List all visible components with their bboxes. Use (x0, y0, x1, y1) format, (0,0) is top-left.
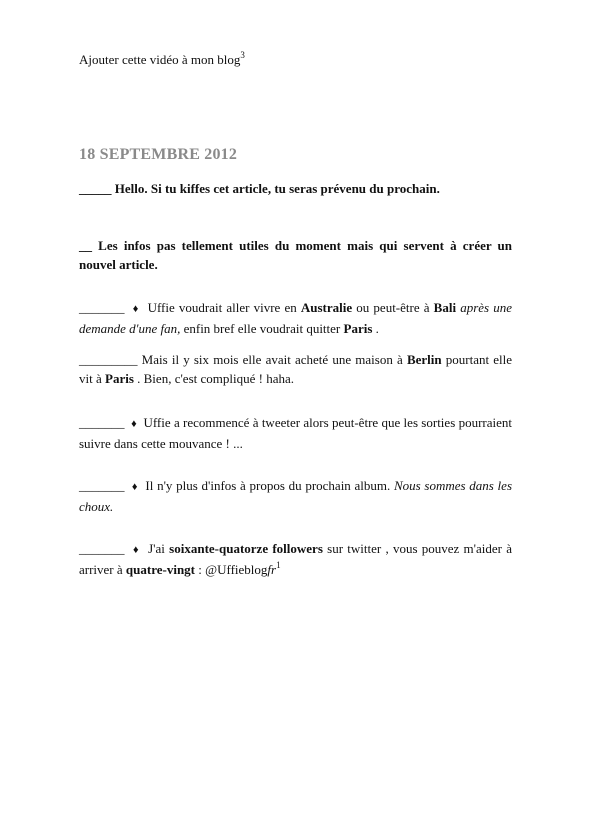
item-australie (79, 298, 512, 338)
post-date: 18 SEPTEMBRE 2012 (79, 146, 238, 163)
item-italic: après une demande d'une fan, (79, 300, 513, 336)
item-text: . Bien, c'est compliqué ! haha. (137, 371, 294, 386)
place-name: Paris (105, 371, 134, 386)
rule: _______ (79, 415, 125, 430)
item-text: Il n'y plus d'infos à propos du prochain album. (145, 478, 391, 493)
item-text: enfin bref elle voudrait quitter (183, 321, 341, 336)
footnote-ref-3: 3 (240, 50, 245, 60)
item-text: Mais il y six mois elle avait acheté une maison à (141, 352, 403, 367)
followers-count: soixante-quatorze followers (169, 541, 323, 556)
twitter-handle: : @Uffieblog (198, 562, 268, 577)
add-video-line (79, 50, 245, 69)
twitter-handle-suffix: fr (267, 562, 277, 577)
item-album (79, 476, 512, 516)
item-text: J'ai (148, 541, 165, 556)
rule: _______ (79, 478, 125, 493)
item-berlin (79, 350, 512, 388)
rule: _______ (79, 300, 125, 315)
place-name: Australie (300, 300, 353, 315)
item-text: sur twitter , vous pouvez m'aider à arriver à (79, 541, 513, 577)
item-text: Uffie voudrait aller vivre en (147, 300, 297, 315)
item-text: . (375, 321, 379, 336)
add-video-text: Ajouter cette vidéo à mon blog (79, 52, 241, 67)
hello-text: Hello. Si tu kiffes cet article, tu seras prévenu du prochain. (114, 181, 440, 196)
target-count: quatre-vingt (125, 562, 196, 577)
footnote-ref-1: 1 (276, 560, 281, 570)
item-italic: Nous sommes dans les choux. (79, 478, 513, 514)
diamond-bullet-icon: ♦ (131, 481, 138, 493)
item-followers (79, 539, 512, 579)
rule: _________ (79, 352, 138, 367)
place-name: Bali (433, 300, 457, 315)
infos-text: Les infos pas tellement utiles du moment mais qui servent à créer un nouvel article. (79, 238, 513, 272)
place-name: Berlin (406, 352, 442, 367)
diamond-bullet-icon: ♦ (132, 303, 140, 315)
rule: _______ (79, 541, 125, 556)
item-text: Uffie a recommencé à tweeter alors peut-être que les sorties pourraient suivre dans cette mouvance ! ... (79, 415, 512, 451)
item-text: pourtant elle vit à (79, 352, 513, 386)
rule: _____ (79, 181, 112, 196)
place-name: Paris (343, 321, 373, 336)
diamond-bullet-icon: ♦ (133, 544, 140, 556)
diamond-bullet-icon: ♦ (131, 418, 137, 430)
rule: __ (79, 238, 92, 253)
hello-paragraph (79, 179, 512, 198)
item-text: ou peut-être à (356, 300, 430, 315)
item-tweeter (79, 413, 512, 453)
infos-heading (79, 236, 512, 274)
